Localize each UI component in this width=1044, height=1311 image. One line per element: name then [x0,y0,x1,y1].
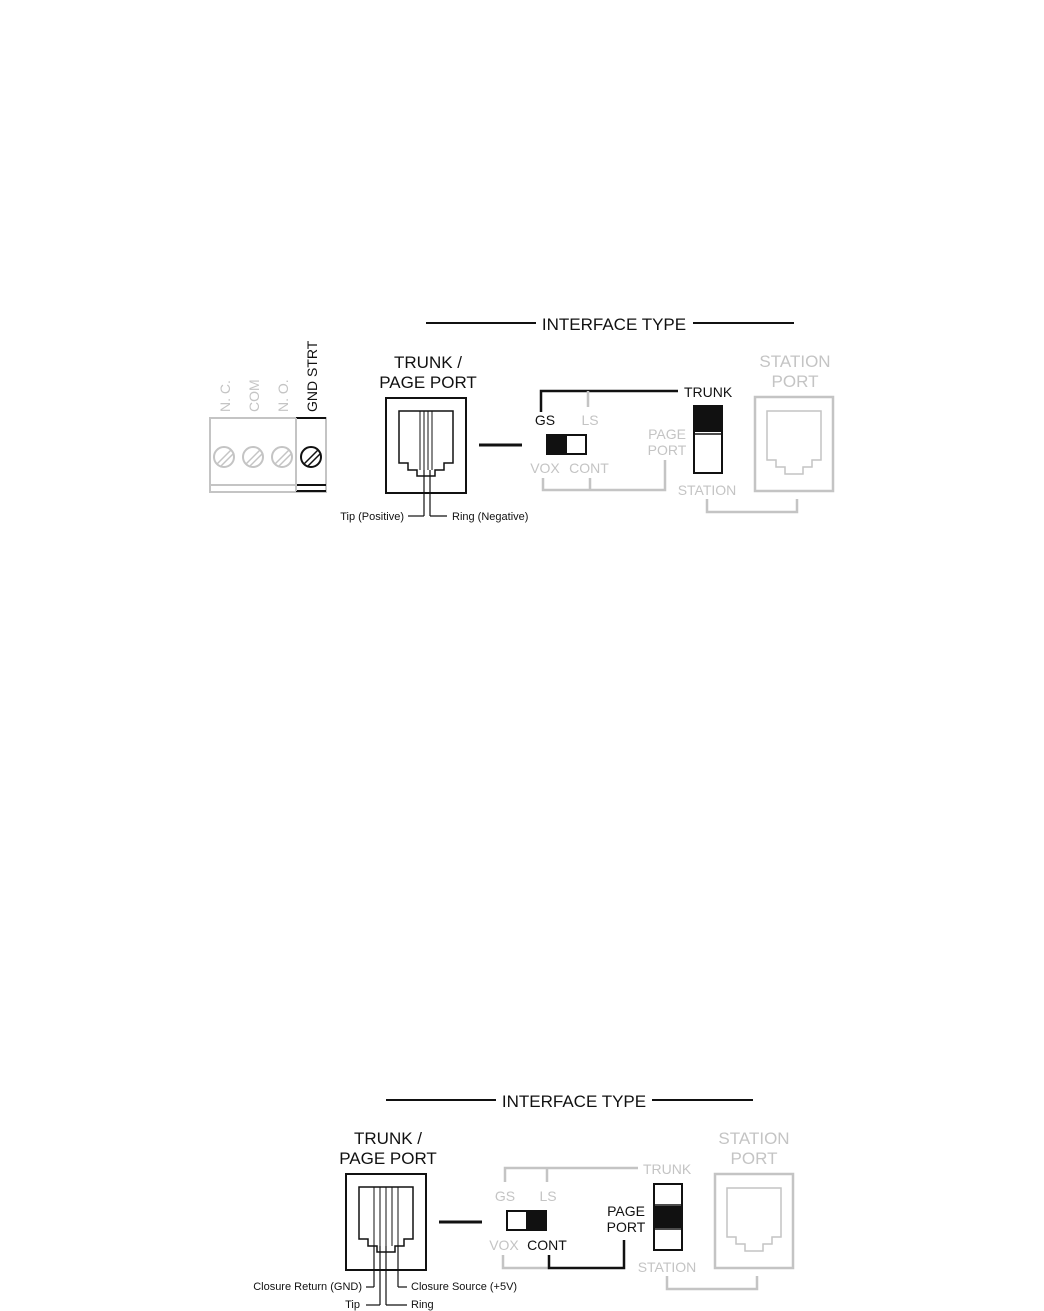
terminal-block [210,340,326,492]
trunk-label: TRUNK [643,1161,692,1177]
interface-type-title: INTERFACE TYPE [541,315,687,334]
ls-label: LS [581,412,599,428]
page-port-label-line-1: PAGE [607,1203,645,1219]
trunk-bracket [541,391,678,412]
closure-source-label: Closure Source (+5V) [411,1281,518,1293]
trunk-label: TRUNK [684,384,733,400]
closure-return-label: Closure Return (GND) [253,1281,362,1293]
interface-type-title: INTERFACE TYPE [501,1092,647,1111]
diagram-1 [210,315,833,523]
port-title-line-1: TRUNK / [394,353,462,372]
page-port-label-line-2: PORT [647,442,687,458]
station-bracket [667,1276,757,1289]
terminal-label-gnd-strt: GND STRT [304,340,320,412]
port-title-line-1: TRUNK / [354,1129,422,1148]
vox-bracket [503,1255,549,1268]
station-port-title-line-1: STATION [759,352,831,371]
gs-label: GS [534,412,556,428]
station-label: STATION [637,1259,697,1275]
trunk-station-switch [654,1184,682,1250]
ring-negative-label: Ring (Negative) [452,511,529,523]
station-port-jack [755,397,833,491]
trunk-station-switch [694,406,722,473]
tip-label: Tip [345,1299,360,1311]
port-title-line-2: PAGE PORT [379,373,477,392]
port-title-line-2: PAGE PORT [339,1149,437,1168]
vox-label: VOX [530,460,560,476]
terminal-label-com: COM [246,379,262,412]
trunk-bracket [505,1168,638,1182]
page-port-label-line-1: PAGE [648,426,686,442]
ring-label: Ring [411,1299,434,1311]
gs-ls-switch [547,435,586,454]
trunk-page-port-jack [386,398,466,493]
diagram-2 [253,1092,793,1311]
station-port-jack [715,1174,793,1268]
station-port-title-line-2: PORT [771,372,819,391]
terminal-label-no: N. O. [275,379,291,412]
station-port-title-line-1: STATION [718,1129,790,1148]
gs-label: GS [494,1188,516,1204]
page-port-label-line-2: PORT [606,1219,646,1235]
terminal-label-nc: N. C. [217,380,233,412]
station-port-title-line-2: PORT [730,1149,778,1168]
vox-label: VOX [489,1237,519,1253]
station-bracket [707,499,797,512]
tip-positive-label: Tip (Positive) [340,511,404,523]
ls-label: LS [539,1188,557,1204]
cont-label: CONT [527,1237,567,1253]
gs-ls-switch [507,1211,546,1230]
station-label: STATION [677,482,737,498]
cont-label: CONT [569,460,609,476]
